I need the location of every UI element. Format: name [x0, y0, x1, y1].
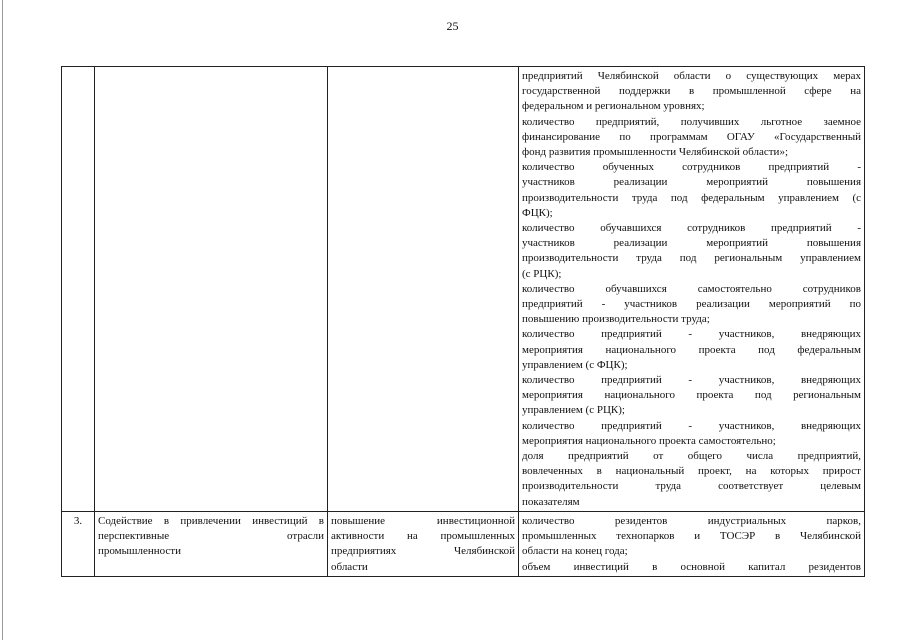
text-line: области: [331, 560, 368, 573]
text-line: количество обученных сотрудников предприятий -: [522, 161, 861, 174]
text-line: ФЦК);: [522, 206, 553, 219]
text-line: активности на промышленных: [331, 530, 515, 543]
text-line: количество предприятий - участников, внедряющих: [522, 328, 861, 341]
text-line: показателям: [522, 495, 580, 508]
text-line: управлением (с ФЦК);: [522, 358, 628, 371]
text-line: федеральном и региональном уровнях;: [522, 100, 705, 113]
cell-number: [62, 67, 95, 512]
text-line: государственной поддержки в промышленной сфере на: [522, 85, 861, 98]
text-line: (с РЦК);: [522, 267, 562, 280]
cell-goal: [328, 67, 519, 512]
page-margin-line: [2, 0, 3, 640]
measures-table: [61, 66, 865, 577]
text-line: фонд развития промышленности Челябинской области»;: [522, 146, 788, 159]
text-line: доля предприятий от общего числа предприятий,: [522, 450, 861, 463]
text-line: предприятиях Челябинской: [331, 545, 515, 558]
text-line: количество резидентов индустриальных парков,: [522, 514, 861, 527]
text-line: вовлеченных в национальный проект, на которых прирост: [522, 465, 861, 478]
page-number: 25: [446, 19, 459, 33]
text-line: Содействие в привлечении инвестиций в: [98, 514, 324, 527]
text-line: предприятий - участников реализации мероприятий по: [522, 298, 861, 311]
cell-number: 3.: [62, 511, 95, 576]
text-line: мероприятия национального проекта под региональным: [522, 389, 861, 402]
text-line: производительности труда под федеральным управлением (с: [522, 191, 861, 204]
text-line: участников реализации мероприятий повышения: [522, 176, 861, 189]
cell-indicators: [519, 67, 865, 512]
text-line: количество обучавшихся сотрудников предприятий -: [522, 222, 861, 235]
table-row-continued: [62, 67, 865, 512]
text-line: производительности труда соответствует целевым: [522, 480, 861, 493]
text-line: количество предприятий - участников, внедряющих: [522, 419, 861, 432]
text-line: области на конец года;: [522, 545, 628, 558]
cell-task: [95, 67, 328, 512]
cell-task: [95, 511, 328, 576]
text-line: повышение инвестиционной: [331, 514, 515, 527]
text-line: управлением (с РЦК);: [522, 404, 625, 417]
text-line: перспективные отрасли: [98, 530, 324, 543]
text-line: промышленности: [98, 545, 181, 558]
text-line: количество предприятий - участников, внедряющих: [522, 374, 861, 387]
text-line: повышению производительности труда;: [522, 313, 710, 326]
text-line: производительности труда под региональным управлением: [522, 252, 861, 265]
text-line: участников реализации мероприятий повышения: [522, 237, 861, 250]
text-line: промышленных технопарков и ТОСЭР в Челябинской: [522, 530, 861, 543]
text-line: финансирование по программам ОГАУ «Государственный: [522, 130, 861, 143]
text-line: количество обучавшихся самостоятельно сотрудников: [522, 282, 861, 295]
cell-goal: [328, 511, 519, 576]
text-line: объем инвестиций в основной капитал резидентов: [522, 560, 861, 573]
table-row-3: [62, 511, 865, 576]
text-line: предприятий Челябинской области о существующих мерах: [522, 70, 861, 82]
text-line: мероприятия национального проекта под федеральным: [522, 343, 861, 356]
cell-indicators: [519, 511, 865, 576]
text-line: мероприятия национального проекта самостоятельно;: [522, 434, 776, 447]
text-line: количество предприятий, получивших льготное заемное: [522, 115, 861, 128]
